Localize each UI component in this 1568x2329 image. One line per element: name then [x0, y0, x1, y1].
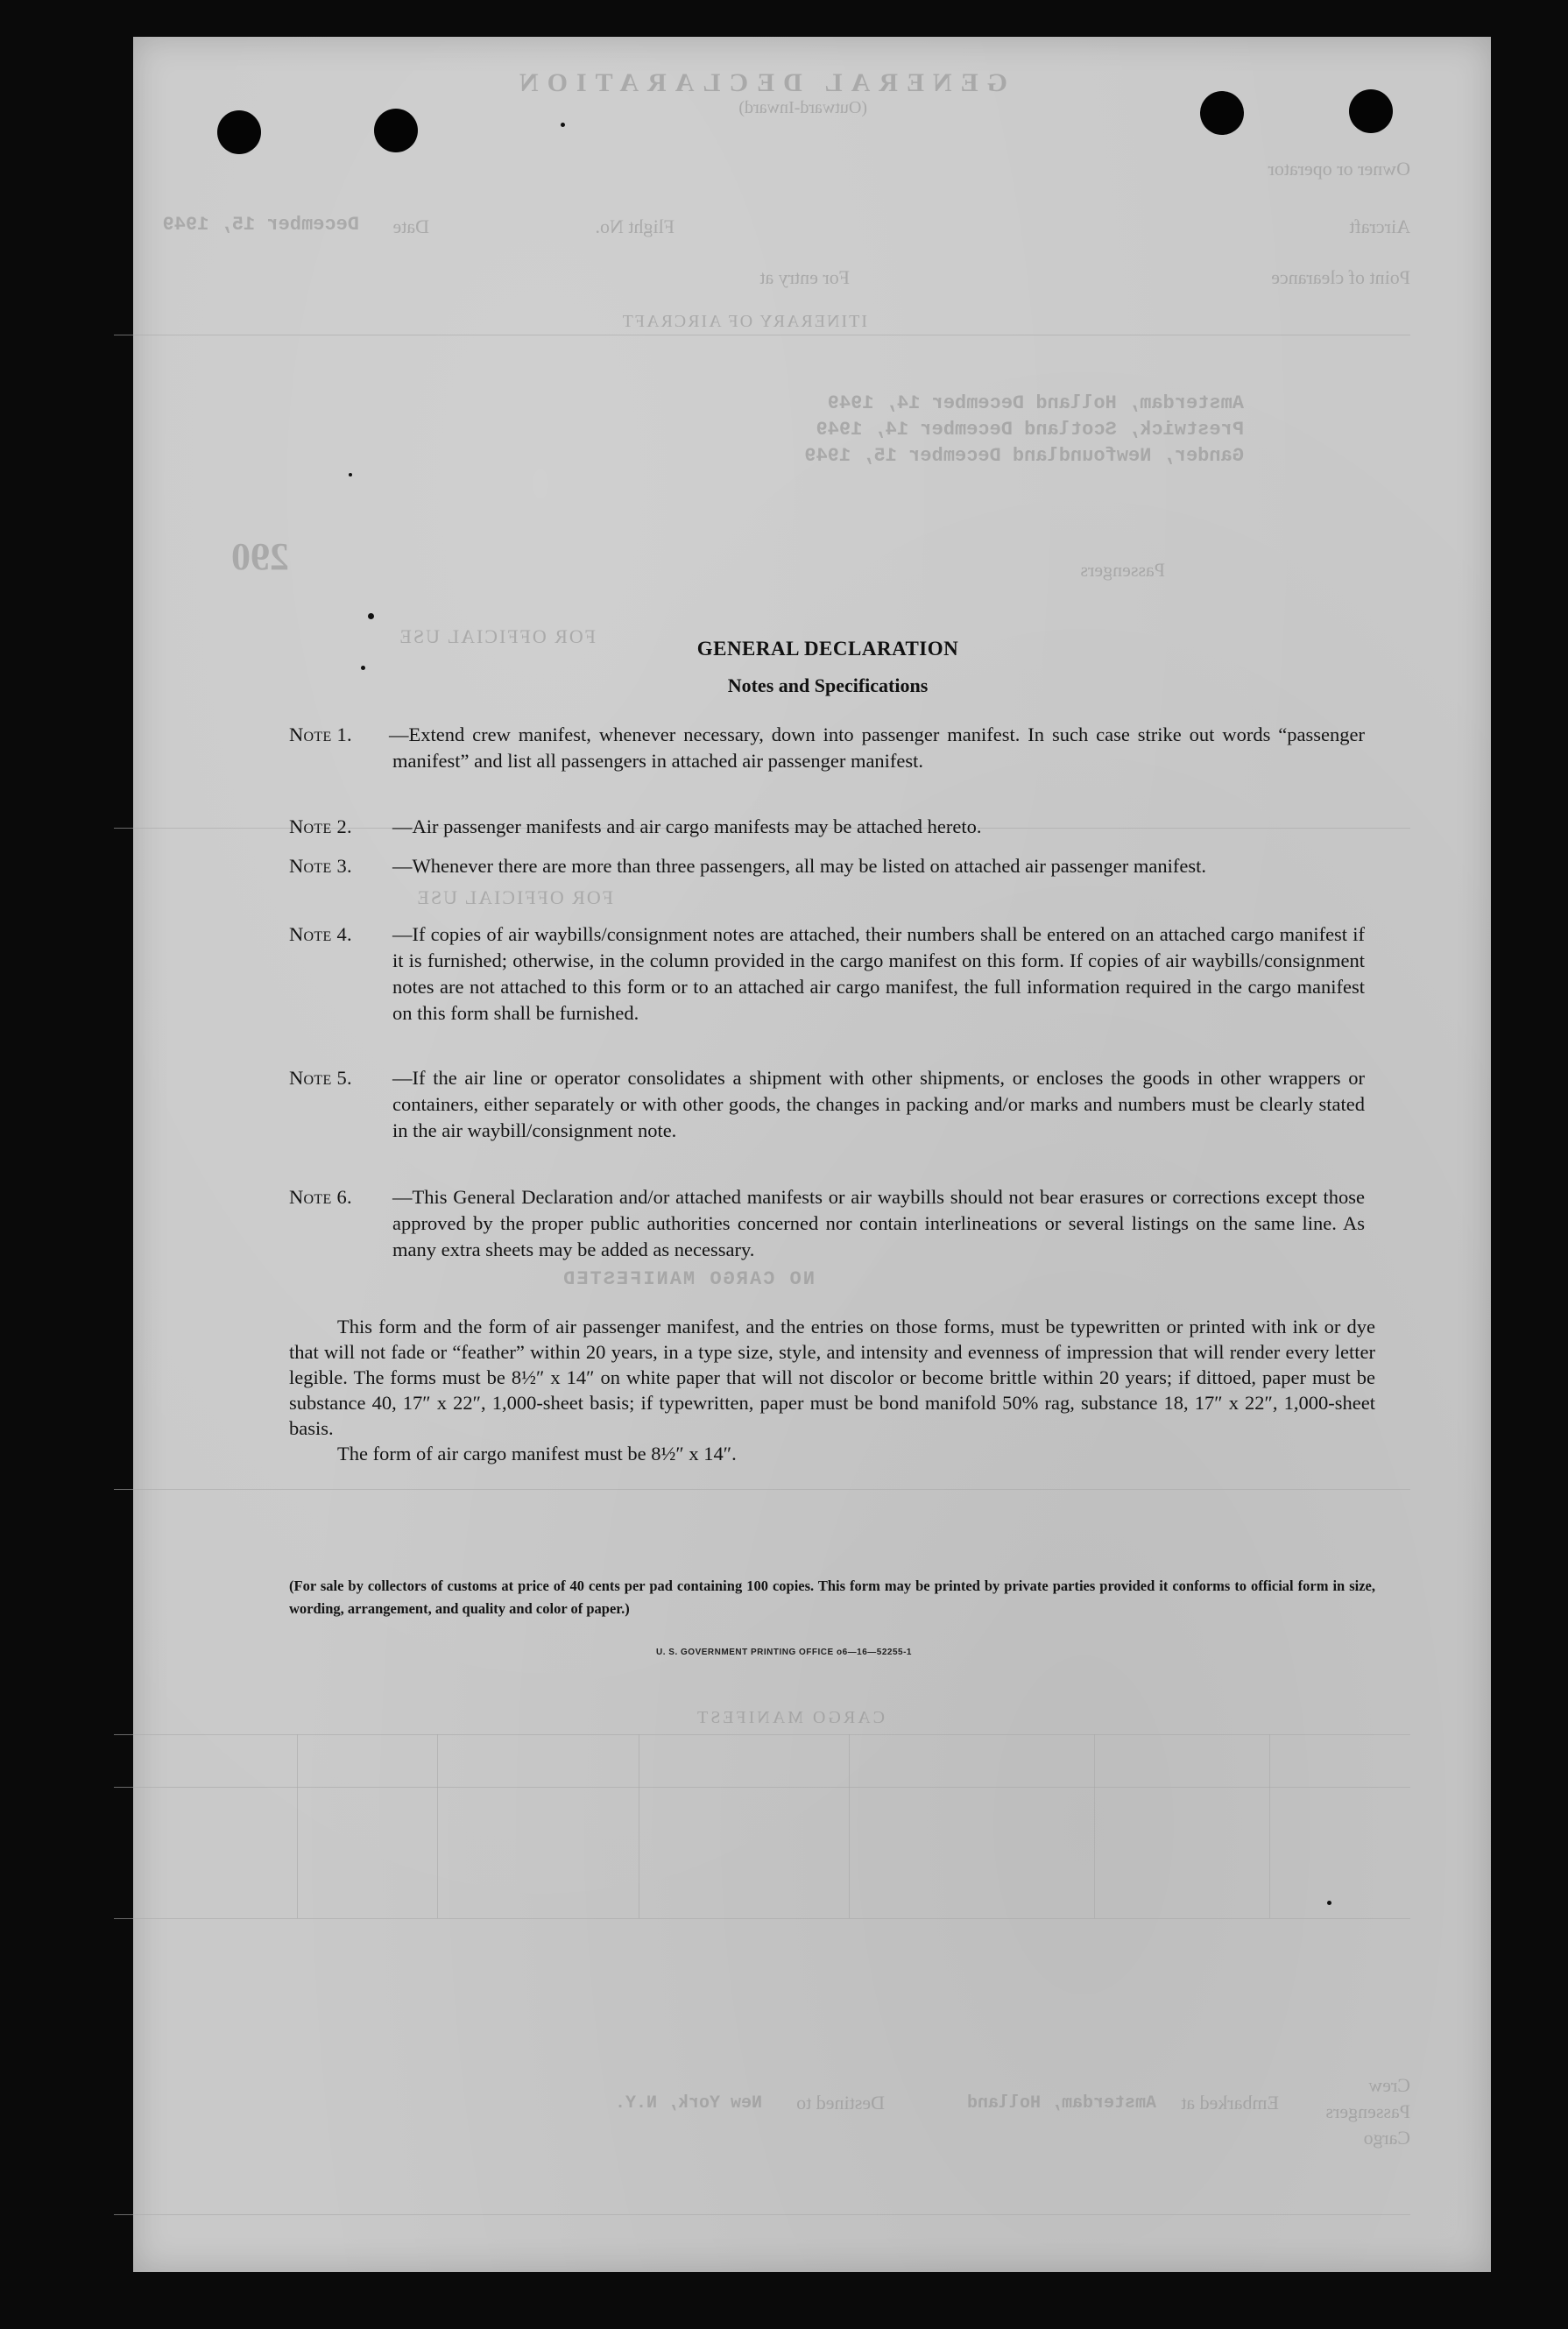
paragraph-last-line: The form of air cargo manifest must be 8½″ x 14″. [337, 1443, 737, 1464]
ghost-itinerary-row: Gander, Newfoundland December 15, 1949 [804, 445, 1244, 467]
declaration-subtitle: Notes and Specifications [727, 674, 929, 696]
note-label: Note 4. [289, 923, 352, 945]
ghost-itinerary: ITINERARY OF AIRCRAFT [620, 312, 867, 331]
declaration-title: GENERAL DECLARATION [696, 638, 959, 660]
speck [368, 613, 374, 619]
note-label: Note 1. [289, 723, 352, 745]
ghost-header-title: GENERAL DECLARATION [510, 68, 1007, 97]
ghost-date-label: Date [392, 215, 429, 237]
ghost-destined-value: New York, N.Y. [614, 2093, 762, 2114]
ghost-owner-label: Owner or operator [1268, 158, 1410, 180]
ghost-official-use: FOR OFFICIAL USE [398, 625, 596, 647]
note-text: —If copies of air waybills/consignment notes are attached, their numbers shall be entered on an attached cargo manifest if it is furnished; otherwise, in the column provided in the cargo manifest on this form. If copies of air waybills/consignment notes are not attached to this form or to an attached air cargo manifest, the full information required in the cargo manifest on this form shall be furnished. [392, 923, 1365, 1024]
speck [361, 666, 365, 670]
form-requirements-paragraph [289, 1314, 1375, 1466]
note-6 [289, 1184, 1375, 1263]
note-label: Note 6. [289, 1186, 352, 1208]
note-text: —This General Declaration and/or attached manifests or air waybills should not bear erasures or corrections except those approved by the proper public authorities concerned nor contain interlineations or several listings on the same line. As many extra sheets may be added as necessary. [392, 1186, 1365, 1260]
ghost-cargo-label: Cargo [1363, 2127, 1410, 2149]
ghost-aircraft-label: Aircraft [1349, 215, 1410, 237]
ghost-embarked-label: Embarked at [1181, 2092, 1279, 2114]
ghost-official-use: FOR OFFICIAL USE [415, 886, 613, 908]
note-2 [289, 814, 1375, 840]
gpo-imprint: U. S. GOVERNMENT PRINTING OFFICE o6—16—52255-1 [656, 1648, 912, 1657]
speck [1327, 1901, 1331, 1905]
sale-note: (For sale by collectors of customs at price of 40 cents per pad containing 100 copies. This form may be printed by private parties provided it conforms to official form in size, wording, arrangement, and quality and color of paper.) [289, 1577, 1375, 1617]
ghost-cargo-manifest: CARGO MANIFEST [694, 1708, 885, 1727]
ghost-passengers-label-2: Passengers [1325, 2100, 1410, 2122]
note-label: Note 3. [289, 855, 352, 877]
note-label: Note 5. [289, 1067, 352, 1089]
speck [349, 473, 352, 476]
ghost-header-sub: (Outward-Inward) [738, 98, 867, 117]
note-4 [289, 921, 1375, 1027]
note-text: —Whenever there are more than three passengers, all may be listed on attached air passenger manifest. [392, 855, 1206, 877]
ghost-entry-label: For entry at [759, 266, 850, 288]
paragraph-body: This form and the form of air passenger manifest, and the entries on those forms, must be typewritten or printed with ink or dye that will not fade or “feather” within 20 years, in a type size, style, and intensity and evenness of impression that will render every letter legible. The forms must be 8½″ x 14″ on white paper that will not discolor or become brittle within 20 years; if dittoed, paper must be substance 40, 17″ x 22″, 1,000-sheet basis; if typewritten, paper must be bond manifold 50% rag, substance 18, 17″ x 22″, 1,000-sheet basis. [289, 1316, 1375, 1439]
ghost-date-value: December 15, 1949 [162, 214, 359, 236]
ghost-itinerary-row: Prestwick, Scotland December 14, 1949 [816, 419, 1244, 441]
note-text: —Air passenger manifests and air cargo manifests may be attached hereto. [392, 815, 982, 837]
note-5 [289, 1065, 1375, 1144]
ghost-page-number: 290 [231, 535, 289, 578]
note-text: —Extend crew manifest, whenever necessary, down into passenger manifest. In such case strike out words “passenger manifest” and list all passengers in attached air passenger manifest. [389, 723, 1365, 772]
speck [561, 123, 565, 127]
ghost-clearance-label: Point of clearance [1271, 266, 1410, 288]
ghost-destined-label: Destined to [796, 2092, 885, 2114]
note-3 [289, 853, 1375, 879]
note-text: —If the air line or operator consolidates a shipment with other shipments, or encloses the goods in other wrappers or containers, either separately or with other goods, the changes in packing and/or marks and numbers must be clearly stated in the air waybill/consignment note. [392, 1067, 1365, 1141]
note-1 [289, 722, 1375, 774]
note-label: Note 2. [289, 815, 352, 837]
ghost-passengers-label: Passengers [1080, 559, 1165, 581]
ghost-no-cargo: NO CARGO MANIFESTED [562, 1268, 815, 1290]
ghost-itinerary-row: Amsterdam, Holland December 14, 1949 [827, 392, 1244, 414]
ghost-embarked-value: Amsterdam, Holland [966, 2093, 1156, 2114]
ghost-flight-label: Flight No. [595, 215, 675, 237]
ghost-crew-label: Crew [1368, 2074, 1410, 2096]
